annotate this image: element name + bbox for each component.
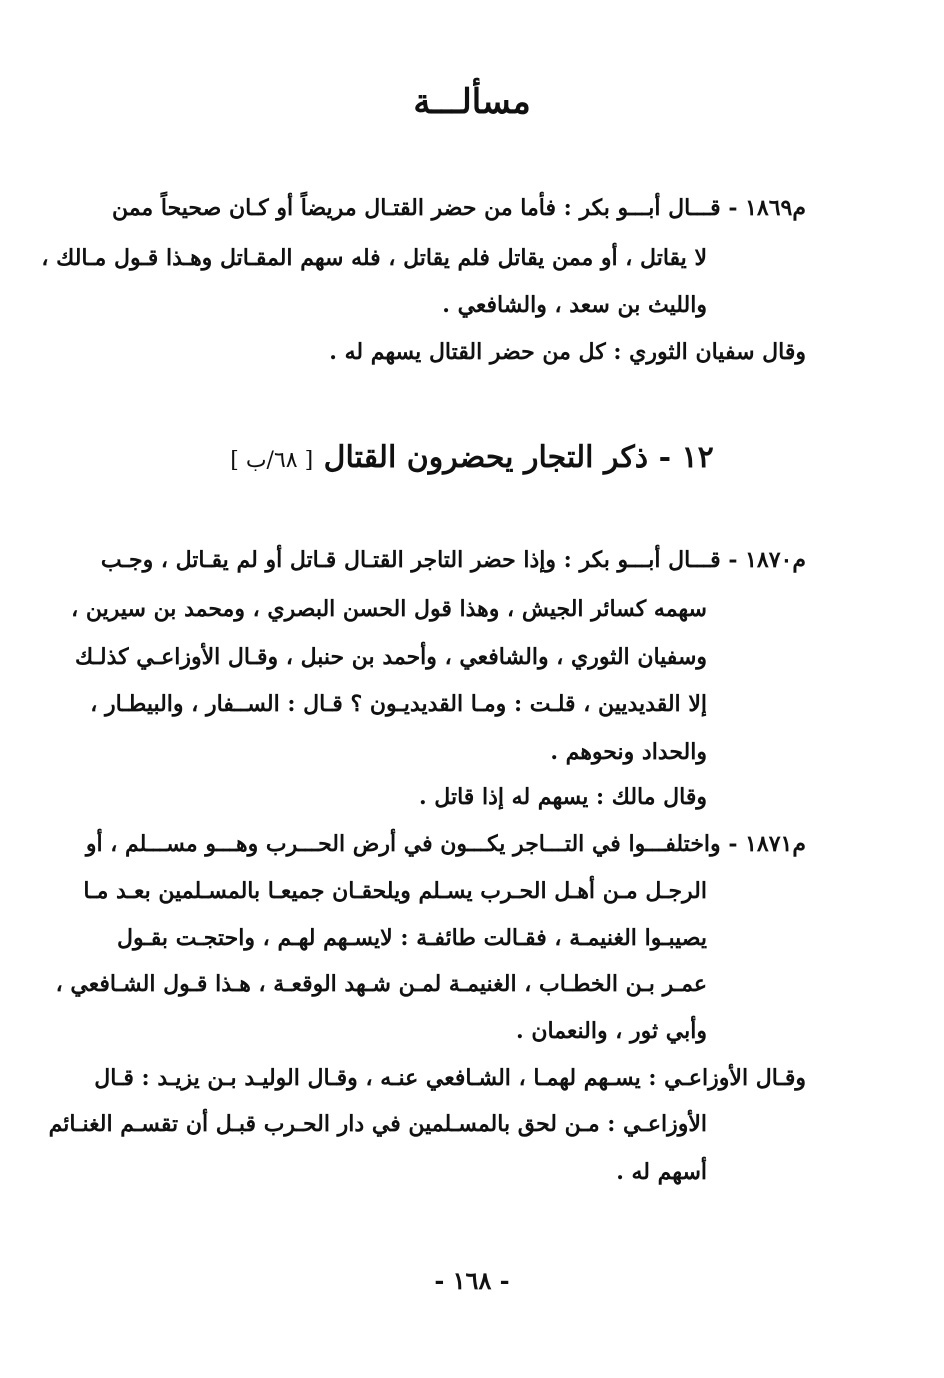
page-number: - ١٦٨ - xyxy=(434,1266,510,1295)
text-line: والليث بن سعد ، والشافعي . xyxy=(442,292,707,318)
text-line: وسفيان الثوري ، والشافعي ، وأحمد بن حنبل ، وقـال الأوزاعـي كذلـك xyxy=(74,644,707,670)
text-line: م١٨٧١ - واختلفـــوا في التـــاجر يكـــون في أرض الحـــرب وهـــو مســـلم ، أو xyxy=(85,831,806,857)
text-line: وقال سفيان الثوري : كل من حضر القتال يسهم له . xyxy=(329,339,806,365)
section-heading xyxy=(0,440,944,475)
text-line: لا يقاتل ، أو ممن يقاتل فلم يقاتل ، فله سهم المقـاتل وهـذا قـول مـالك ، xyxy=(41,245,707,271)
text-line: الأوزاعـي : مـن لحق بالمسـلمين في دار الحـرب قبـل أن تقسـم الغنـائم xyxy=(48,1111,707,1137)
manuscript-reference: [ ٦٨/ب ] xyxy=(230,448,314,473)
text-line: وقـال الأوزاعـي : يسـهم لهمـا ، الشـافعي عنـه ، وقـال الوليـد بـن يزيـد : قـال xyxy=(94,1065,806,1091)
text-line: والحداد ونحوهم . xyxy=(550,739,707,765)
text-line: إلا القديديين ، قلـت : ومـا القديديـون ؟ قـال : الســفار ، والبيطـار ، xyxy=(90,691,707,717)
text-line: م١٨٧٠ - قـــال أبـــو بكر : وإذا حضر التاجر القتـال قـاتل أو لم يقـاتل ، وجـب xyxy=(100,547,806,573)
text-line: م١٨٦٩ - قـــال أبـــو بكر : فأما من حضر القتـال مريضاً أو كـان صحيحاً ممن xyxy=(111,195,806,221)
text-line: وأبي ثور ، والنعمان . xyxy=(516,1018,707,1044)
text-line: سهمه كسائر الجيش ، وهذا قول الحسن البصري ، ومحمد بن سيرين ، xyxy=(71,596,707,622)
section-heading-text: ١٢ - ذكر التجار يحضرون القتال xyxy=(323,440,714,475)
text-line: أسهم له . xyxy=(616,1159,707,1185)
text-line: يصيبـوا الغنيمـة ، فقـالت طائفـة : لايسـهم لهـم ، واحتجـت بقـول xyxy=(117,925,707,951)
text-line: وقال مالك : يسهم له إذا قاتل . xyxy=(418,784,707,810)
text-line: الرجـل مـن أهـل الحـرب يسـلم ويلحقـان جميعـا بالمسـلمين بعـد مـا xyxy=(83,878,707,904)
page-title: مسألـــة xyxy=(413,82,531,122)
text-line: عمـر بـن الخطـاب ، الغنيمـة لمـن شـهد الوقعـة ، هـذا قـول الشـافعي ، xyxy=(55,971,707,997)
